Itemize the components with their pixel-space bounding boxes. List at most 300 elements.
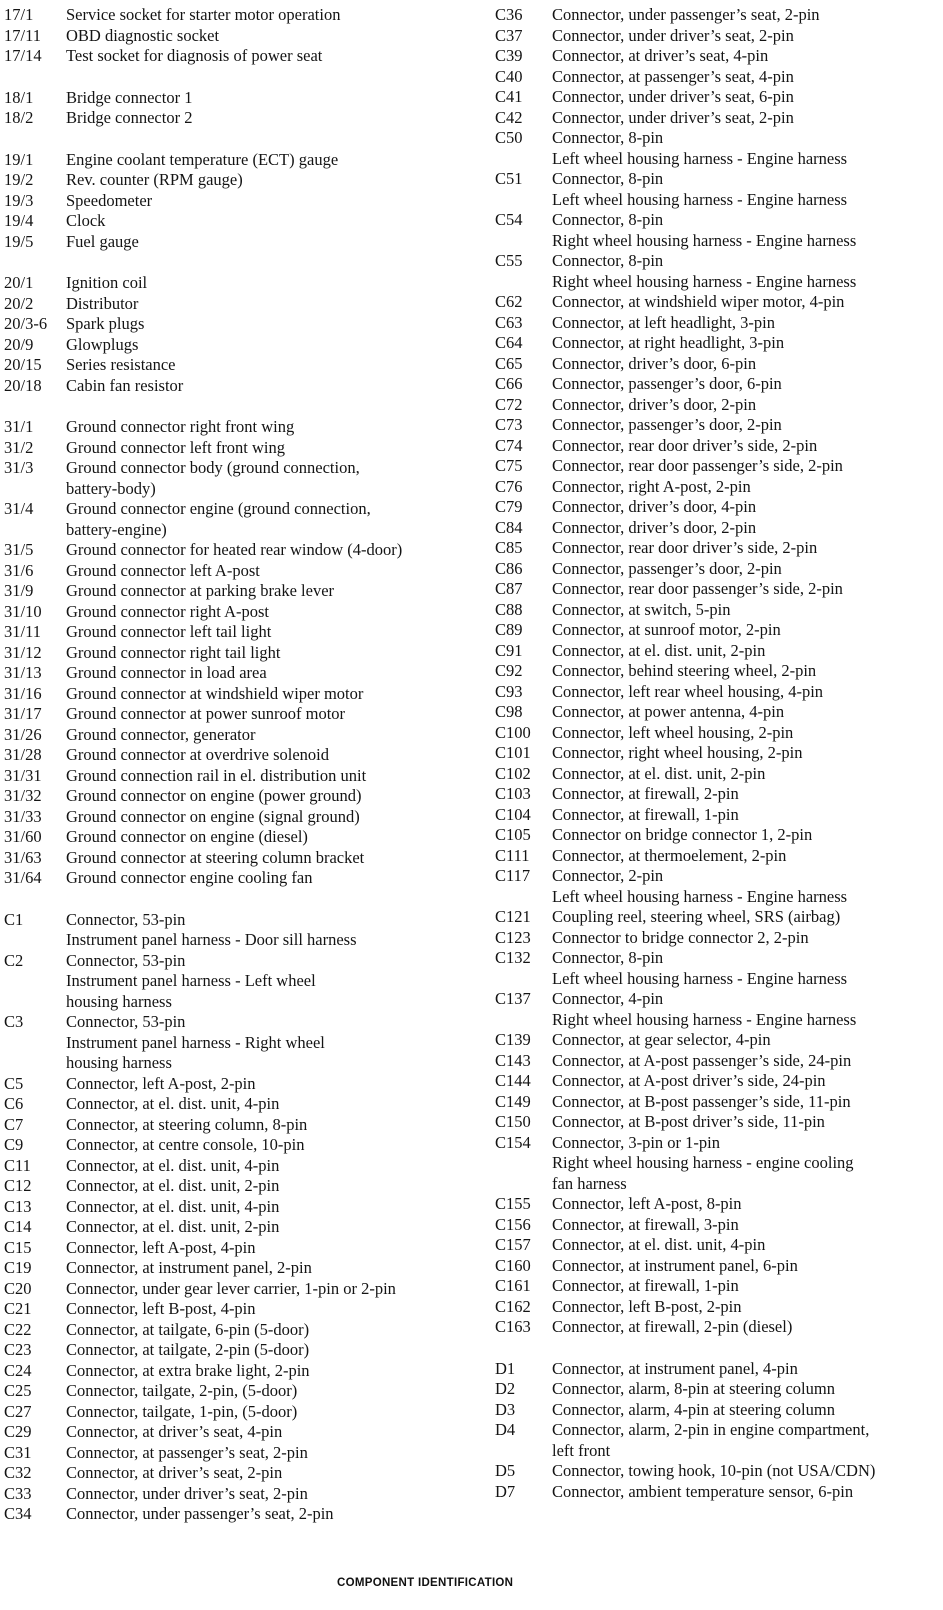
description-line: Connector, at power antenna, 4-pin (552, 702, 785, 721)
description-line: left front (552, 1440, 611, 1460)
list-entry (495, 169, 943, 210)
list-entry (495, 292, 943, 313)
list-entry (495, 1194, 943, 1215)
entry-description (552, 1092, 943, 1113)
entry-code: C23 (4, 1340, 32, 1359)
list-entry (495, 456, 943, 477)
entry-description (552, 825, 943, 846)
entry-description (552, 1235, 943, 1256)
entry-code: C14 (4, 1217, 32, 1236)
entry-description (552, 46, 943, 67)
entry-group (4, 88, 468, 129)
description-line: Connector, alarm, 4-pin at steering column (552, 1399, 835, 1419)
entry-description (66, 827, 468, 848)
entry-code: 31/9 (4, 581, 34, 600)
description-line: Connector, rear door passenger’s side, 2-pin (552, 579, 843, 598)
entry-code: 31/63 (4, 847, 42, 867)
description-line: Rev. counter (RPM gauge) (66, 170, 243, 189)
entry-description (552, 1359, 943, 1380)
list-entry (4, 643, 468, 664)
list-entry (495, 784, 943, 805)
list-entry (4, 499, 468, 540)
list-entry (4, 1381, 468, 1402)
entry-group (4, 910, 468, 1525)
list-entry (4, 1443, 468, 1464)
list-entry (4, 951, 468, 1013)
list-entry (495, 251, 943, 292)
entry-description (552, 497, 943, 518)
entry-code: C101 (495, 743, 531, 762)
entry-description (552, 805, 943, 826)
entry-code: C36 (495, 5, 523, 24)
entry-code: C51 (495, 169, 523, 188)
list-entry (4, 26, 468, 47)
list-entry (495, 1420, 943, 1461)
list-entry (4, 1094, 468, 1115)
description-line: Ground connection rail in el. distribution unit (66, 765, 367, 785)
list-entry (4, 1484, 468, 1505)
entry-code: 31/12 (4, 642, 42, 662)
entry-description (66, 88, 468, 109)
list-entry (4, 1115, 468, 1136)
list-entry (495, 46, 943, 67)
entry-description (552, 641, 943, 662)
column-right (495, 5, 943, 1502)
description-line: Connector, driver’s door, 2-pin (552, 394, 757, 414)
description-line: Series resistance (66, 355, 176, 374)
entry-group (4, 417, 468, 889)
list-entry (495, 354, 943, 375)
list-entry (4, 335, 468, 356)
list-entry (495, 497, 943, 518)
entry-code: C2 (4, 950, 24, 970)
description-line: Connector, at A-post passenger’s side, 24-pin (552, 1050, 852, 1070)
list-entry (4, 1299, 468, 1320)
list-entry (4, 150, 468, 171)
description-line: Connector, under driver’s seat, 2-pin (66, 1483, 308, 1503)
entry-code: C65 (495, 353, 523, 373)
list-entry (495, 620, 943, 641)
entry-code: C104 (495, 804, 531, 824)
entry-code: 31/60 (4, 827, 42, 846)
description-line: Connector, at instrument panel, 6-pin (552, 1255, 798, 1275)
description-line: Glowplugs (66, 334, 139, 354)
entry-code: C19 (4, 1258, 32, 1277)
list-entry (495, 1379, 943, 1400)
entry-description (66, 602, 468, 623)
entry-code: C89 (495, 620, 523, 639)
description-line: Connector, at right headlight, 3-pin (552, 333, 785, 352)
entry-description (552, 169, 943, 210)
entry-code: C103 (495, 784, 531, 803)
description-line: Connector, left A-post, 4-pin (66, 1237, 256, 1257)
entry-description (66, 1135, 468, 1156)
list-entry (4, 766, 468, 787)
entry-description (552, 1112, 943, 1133)
entry-code: 31/33 (4, 806, 42, 826)
entry-code: C21 (4, 1299, 32, 1318)
list-entry (4, 540, 468, 561)
list-entry (495, 579, 943, 600)
description-line: Connector, at el. dist. unit, 2-pin (552, 763, 766, 783)
description-line: Ground connector on engine (signal ground) (66, 806, 360, 826)
entry-code: C155 (495, 1194, 531, 1213)
list-entry (4, 1361, 468, 1382)
entry-description (552, 866, 943, 907)
entry-description (552, 784, 943, 805)
list-entry (4, 1402, 468, 1423)
description-line: Connector, alarm, 2-pin in engine compartment, (552, 1420, 870, 1439)
list-entry (4, 232, 468, 253)
entry-description (552, 1379, 943, 1400)
list-entry (495, 1482, 943, 1503)
description-line: Connector, 8-pin (552, 128, 664, 147)
description-line: Connector, driver’s door, 6-pin (552, 353, 757, 373)
entry-code: C12 (4, 1176, 32, 1195)
entry-description (552, 26, 943, 47)
description-line: Ground connector left front wing (66, 437, 286, 457)
description-line: Ground connector body (ground connection, (66, 458, 360, 477)
entry-description (552, 948, 943, 989)
description-line: Left wheel housing harness - Engine harness (552, 189, 848, 209)
entry-code: 31/64 (4, 868, 42, 887)
list-entry (4, 314, 468, 335)
list-entry (495, 1461, 943, 1482)
entry-description (66, 150, 468, 171)
entry-code: C102 (495, 763, 531, 783)
description-line: Connector, at el. dist. unit, 2-pin (66, 1176, 280, 1195)
description-line: Ground connector engine cooling fan (66, 868, 313, 887)
list-entry (495, 128, 943, 169)
entry-description (66, 684, 468, 705)
entry-description (552, 477, 943, 498)
entry-code: C7 (4, 1114, 24, 1134)
entry-code: D4 (495, 1420, 516, 1439)
description-line: Cabin fan resistor (66, 375, 184, 395)
entry-code: 20/2 (4, 293, 34, 313)
list-entry (495, 1112, 943, 1133)
description-line: Connector, at el. dist. unit, 2-pin (552, 640, 766, 660)
entry-code: 18/2 (4, 108, 34, 127)
description-line: Connector, at left headlight, 3-pin (552, 312, 775, 332)
list-entry (495, 5, 943, 26)
description-line: Ground connector left tail light (66, 622, 272, 641)
list-entry (4, 561, 468, 582)
entry-code: C41 (495, 87, 523, 106)
description-line: Connector, at el. dist. unit, 4-pin (66, 1094, 280, 1113)
list-entry (4, 602, 468, 623)
entry-code: C121 (495, 907, 531, 926)
description-line: Connector, rear door driver’s side, 2-pin (552, 435, 818, 455)
list-entry (4, 725, 468, 746)
description-line: Connector, at sunroof motor, 2-pin (552, 620, 781, 639)
entry-description (552, 1030, 943, 1051)
entry-description (66, 232, 468, 253)
entry-description (552, 1297, 943, 1318)
entry-code: C84 (495, 517, 523, 537)
entry-code: 20/15 (4, 355, 42, 374)
list-entry (495, 1051, 943, 1072)
description-line: Connector, at driver’s seat, 2-pin (66, 1463, 283, 1482)
entry-code: C144 (495, 1071, 531, 1090)
entry-description (66, 1340, 468, 1361)
entry-code: C137 (495, 989, 531, 1008)
entry-description (552, 1317, 943, 1338)
description-line: Connector, left B-post, 2-pin (552, 1296, 742, 1316)
description-line: Connector, rear door passenger’s side, 2-pin (552, 456, 843, 475)
entry-description (552, 1400, 943, 1421)
list-entry (4, 376, 468, 397)
entry-description (66, 273, 468, 294)
description-line: Connector, at extra brake light, 2-pin (66, 1360, 310, 1380)
entry-code: C55 (495, 251, 523, 270)
description-line: Connector, at el. dist. unit, 4-pin (552, 1235, 766, 1254)
entry-code: C98 (495, 702, 523, 721)
list-entry (4, 1279, 468, 1300)
entry-code: C162 (495, 1296, 531, 1316)
list-entry (495, 436, 943, 457)
entry-description (552, 579, 943, 600)
entry-description (552, 210, 943, 251)
entry-description (66, 951, 468, 1013)
list-entry (4, 170, 468, 191)
description-line: Connector, 3-pin or 1-pin (552, 1132, 720, 1152)
list-entry (4, 704, 468, 725)
description-line: Ground connector at parking brake lever (66, 581, 335, 600)
description-line: Connector, right A-post, 2-pin (552, 476, 751, 496)
entry-description (552, 620, 943, 641)
list-entry (495, 108, 943, 129)
list-entry (4, 622, 468, 643)
entry-description (66, 1176, 468, 1197)
description-line: Ground connector left A-post (66, 560, 260, 580)
entry-code: 31/13 (4, 663, 42, 682)
description-line: Connector, under driver’s seat, 6-pin (552, 87, 794, 106)
list-entry (495, 1297, 943, 1318)
entry-description (66, 1197, 468, 1218)
description-line: housing harness (66, 991, 172, 1011)
list-entry (4, 827, 468, 848)
entry-description (552, 928, 943, 949)
description-line: Right wheel housing harness - Engine harness (552, 271, 857, 291)
description-line: Connector, tailgate, 1-pin, (5-door) (66, 1401, 298, 1421)
entry-description (552, 395, 943, 416)
description-line: Ignition coil (66, 273, 148, 292)
list-entry (4, 1176, 468, 1197)
list-entry (495, 1317, 943, 1338)
entry-code: C20 (4, 1278, 32, 1298)
entry-description (552, 559, 943, 580)
entry-description (66, 170, 468, 191)
list-entry (4, 848, 468, 869)
entry-description (66, 294, 468, 315)
description-line: Connector, at firewall, 1-pin (552, 804, 739, 824)
list-entry (495, 415, 943, 436)
description-line: Connector, at tailgate, 2-pin (5-door) (66, 1340, 310, 1359)
entry-description (66, 46, 468, 67)
entry-description (66, 807, 468, 828)
entry-description (66, 1094, 468, 1115)
entry-code: 17/1 (4, 5, 34, 24)
entry-code: 19/4 (4, 211, 34, 230)
entry-description (552, 600, 943, 621)
list-entry (4, 1258, 468, 1279)
entry-description (66, 417, 468, 438)
list-entry (4, 684, 468, 705)
description-line: Connector, under passenger’s seat, 2-pin (552, 5, 820, 24)
entry-description (66, 663, 468, 684)
entry-code: C25 (4, 1381, 32, 1400)
entry-code: C160 (495, 1255, 531, 1275)
description-line: Connector, driver’s door, 2-pin (552, 517, 757, 537)
entry-description (66, 211, 468, 232)
description-line: Connector, at B-post driver’s side, 11-pin (552, 1112, 825, 1131)
description-line: Connector, at passenger’s seat, 4-pin (552, 66, 794, 86)
entry-code: C42 (495, 107, 523, 127)
list-entry (495, 989, 943, 1030)
entry-code: C93 (495, 681, 523, 701)
description-line: Connector, at firewall, 1-pin (552, 1276, 739, 1295)
entry-code: D5 (495, 1461, 516, 1480)
entry-description (552, 764, 943, 785)
list-entry (4, 88, 468, 109)
entry-code: D7 (495, 1481, 516, 1501)
entry-description (552, 702, 943, 723)
list-entry (4, 438, 468, 459)
entry-code: 20/9 (4, 334, 34, 354)
description-line: Service socket for starter motor operation (66, 5, 341, 24)
entry-code: C123 (495, 927, 531, 947)
entry-code: C154 (495, 1132, 531, 1152)
entry-code: C34 (4, 1504, 32, 1523)
entry-description (66, 725, 468, 746)
description-line: Connector, alarm, 8-pin at steering column (552, 1379, 835, 1398)
description-line: fan harness (552, 1173, 627, 1193)
entry-code: C54 (495, 210, 523, 229)
entry-description (66, 1504, 468, 1525)
entry-code: 19/3 (4, 190, 34, 210)
entry-description (552, 87, 943, 108)
description-line: OBD diagnostic socket (66, 25, 220, 45)
description-line: Connector, 53-pin (66, 1012, 186, 1031)
entry-description (66, 622, 468, 643)
list-entry (495, 26, 943, 47)
description-line: Connector, at gear selector, 4-pin (552, 1030, 771, 1049)
description-line: Connector, at tailgate, 6-pin (5-door) (66, 1319, 310, 1339)
entry-code: C91 (495, 640, 523, 660)
entry-code: C88 (495, 599, 523, 619)
list-entry (495, 313, 943, 334)
description-line: Ground connector at steering column bracket (66, 847, 365, 867)
list-entry (495, 67, 943, 88)
entry-description (552, 354, 943, 375)
description-line: Connector, at instrument panel, 2-pin (66, 1258, 312, 1277)
entry-code: 20/18 (4, 375, 42, 395)
description-line: housing harness (66, 1053, 172, 1072)
description-line: Connector, behind steering wheel, 2-pin (552, 661, 817, 680)
entry-description (66, 108, 468, 129)
description-line: Connector, 53-pin (66, 909, 186, 929)
entry-description (66, 1074, 468, 1095)
entry-description (552, 1051, 943, 1072)
entry-code: 31/3 (4, 458, 34, 477)
entry-code: D3 (495, 1399, 516, 1419)
list-entry (495, 1030, 943, 1051)
entry-description (552, 1420, 943, 1461)
description-line: Test socket for diagnosis of power seat (66, 46, 323, 65)
description-line: Connector, at driver’s seat, 4-pin (66, 1422, 283, 1441)
list-entry (4, 1197, 468, 1218)
entry-code: C105 (495, 825, 531, 844)
entry-description (552, 518, 943, 539)
description-line: Connector, 8-pin (552, 948, 664, 967)
list-entry (4, 211, 468, 232)
entry-description (66, 355, 468, 376)
list-entry (495, 559, 943, 580)
list-entry (495, 87, 943, 108)
description-line: Connector, at el. dist. unit, 2-pin (66, 1217, 280, 1236)
description-line: Ground connector right tail light (66, 642, 281, 662)
entry-code: 31/16 (4, 683, 42, 703)
entry-description (66, 848, 468, 869)
list-entry (495, 1235, 943, 1256)
entry-code: C37 (495, 25, 523, 45)
entry-description (66, 1422, 468, 1443)
entry-code: C13 (4, 1196, 32, 1216)
entry-description (552, 1461, 943, 1482)
list-entry (4, 273, 468, 294)
entry-code: C3 (4, 1012, 24, 1031)
list-entry (4, 46, 468, 67)
entry-description (66, 1012, 468, 1074)
entry-code: C92 (495, 661, 523, 680)
list-entry (495, 702, 943, 723)
entry-description (66, 868, 468, 889)
entry-code: C163 (495, 1317, 531, 1336)
entry-description (552, 251, 943, 292)
list-entry (495, 333, 943, 354)
list-entry (4, 294, 468, 315)
list-entry (4, 1135, 468, 1156)
list-entry (4, 108, 468, 129)
entry-code: C31 (4, 1442, 32, 1462)
entry-code: C143 (495, 1050, 531, 1070)
entry-description (66, 458, 468, 499)
entry-code: 31/2 (4, 437, 34, 457)
description-line: Connector, 8-pin (552, 210, 664, 229)
list-entry (4, 745, 468, 766)
description-line: Clock (66, 211, 106, 230)
description-line: battery-engine) (66, 519, 167, 539)
description-line: Ground connector, generator (66, 724, 256, 744)
list-entry (4, 1238, 468, 1259)
entry-code: C27 (4, 1401, 32, 1421)
description-line: Connector, right wheel housing, 2-pin (552, 743, 803, 762)
description-line: Ground connector engine (ground connection, (66, 499, 371, 518)
description-line: Connector, at firewall, 3-pin (552, 1214, 739, 1234)
description-line: Spark plugs (66, 314, 145, 333)
entry-code: C50 (495, 128, 523, 147)
list-entry (4, 581, 468, 602)
entry-code: C40 (495, 66, 523, 86)
footer-title: COMPONENT IDENTIFICATION (337, 1577, 514, 1589)
entry-description (66, 704, 468, 725)
entry-description (552, 1256, 943, 1277)
entry-code: C29 (4, 1422, 32, 1441)
entry-code: C100 (495, 722, 531, 742)
list-entry (495, 641, 943, 662)
description-line: Ground connector at overdrive solenoid (66, 745, 330, 764)
